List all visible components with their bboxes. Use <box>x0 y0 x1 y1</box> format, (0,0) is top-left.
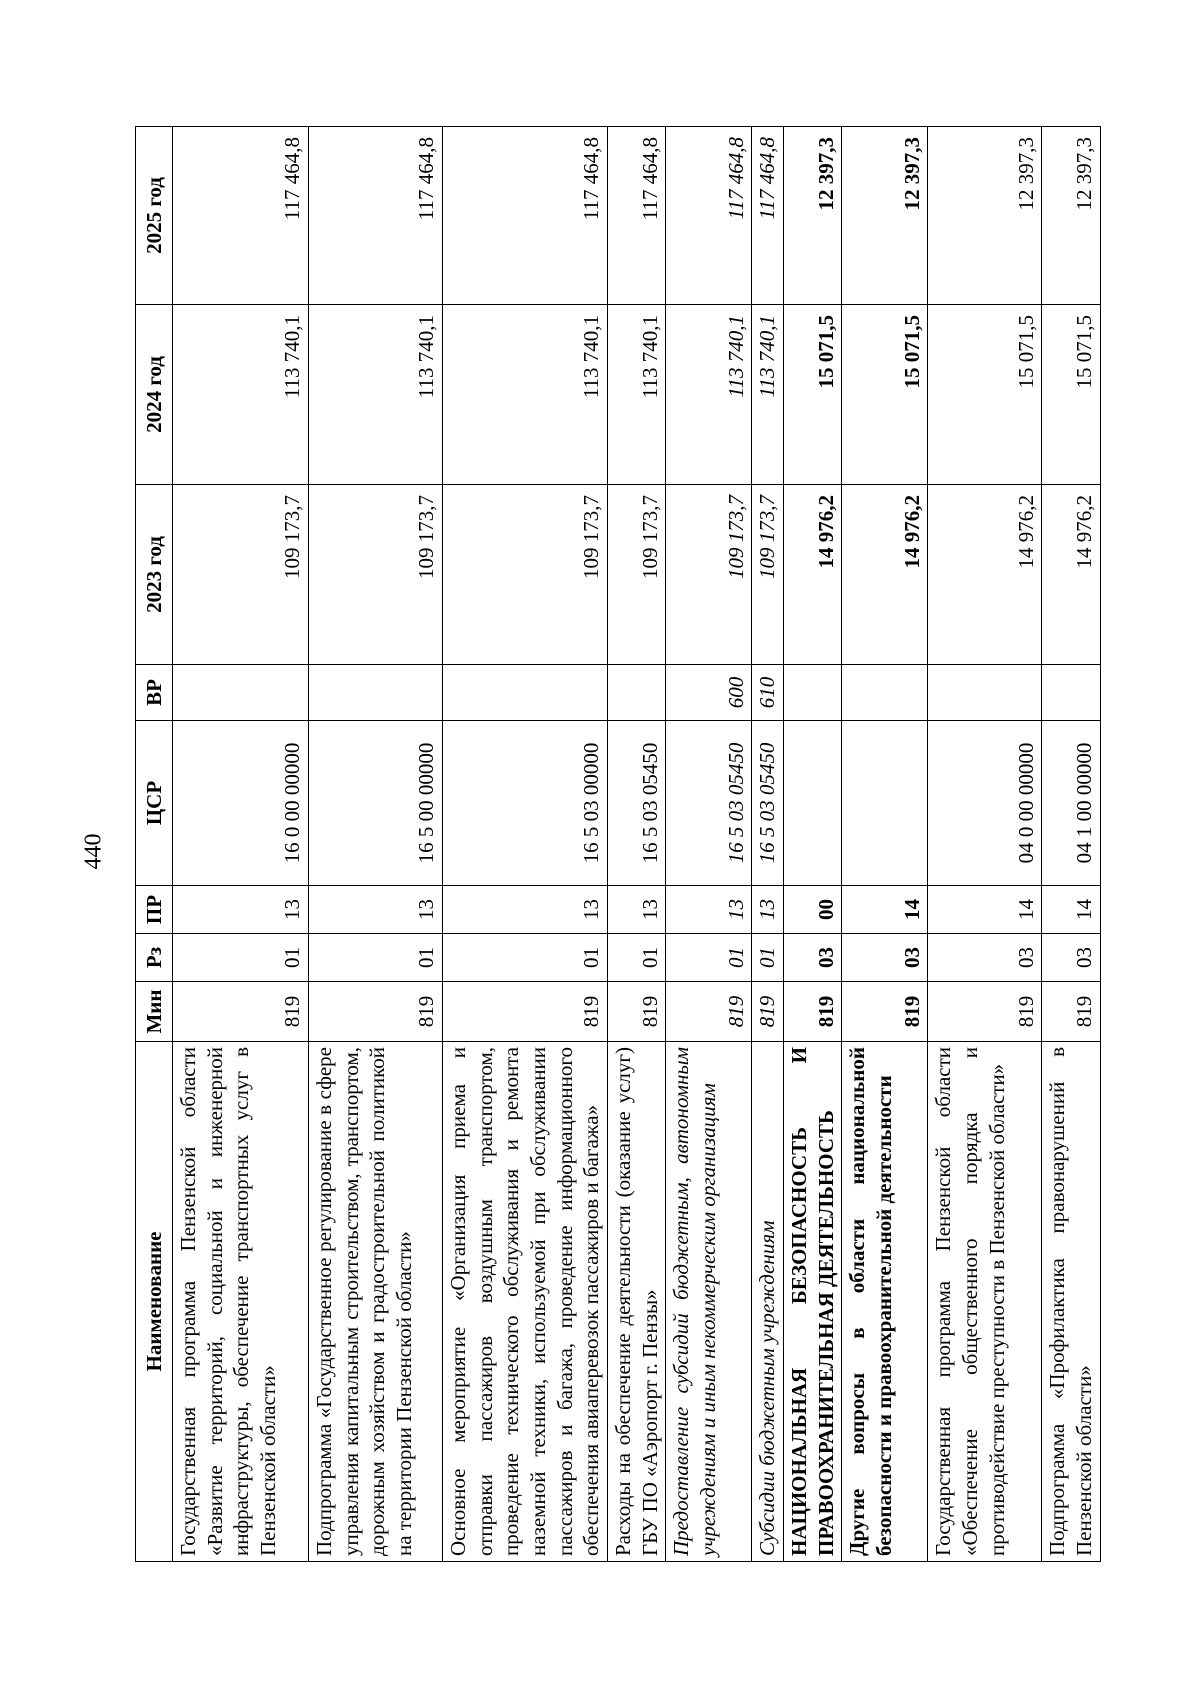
row-rz: 03 <box>783 934 841 982</box>
row-csr: 16 5 03 05450 <box>607 721 665 886</box>
row-name: Государственная программа Пензенской области «Обеспечение общественного порядка и противодействие преступности в Пензенской области» <box>928 1042 1042 1562</box>
row-2023: 14 976,2 <box>783 485 841 665</box>
row-2023: 109 173,7 <box>752 485 784 665</box>
table-row <box>666 127 752 1562</box>
row-name: Подпрограмма «Профилактика правонарушений в Пензенской области» <box>1042 1042 1100 1562</box>
row-csr: 16 0 00 00000 <box>173 721 309 886</box>
row-pr: 14 <box>928 886 1042 934</box>
row-min: 819 <box>842 982 928 1042</box>
row-pr: 00 <box>783 886 841 934</box>
row-csr: 16 5 00 00000 <box>309 721 443 886</box>
row-2024: 15 071,5 <box>1042 305 1100 485</box>
row-2023: 109 173,7 <box>443 485 608 665</box>
budget-table-rotated-container <box>135 127 1096 1562</box>
table-row <box>1042 127 1100 1562</box>
row-min: 819 <box>173 982 309 1042</box>
row-2025: 117 464,8 <box>666 127 752 305</box>
header-pr: ПР <box>136 886 173 934</box>
row-csr: 04 1 00 00000 <box>1042 721 1100 886</box>
row-2025: 12 397,3 <box>842 127 928 305</box>
row-pr: 14 <box>842 886 928 934</box>
row-pr: 13 <box>443 886 608 934</box>
row-vr <box>309 665 443 721</box>
row-vr <box>842 665 928 721</box>
row-name: Государственная программа Пензенской области «Развитие территорий, социальной и инженерной инфраструктуры, обеспечение транспортных услуг в Пензенской области» <box>173 1042 309 1562</box>
row-2024: 15 071,5 <box>928 305 1042 485</box>
row-2025: 117 464,8 <box>443 127 608 305</box>
row-vr <box>173 665 309 721</box>
row-min: 819 <box>443 982 608 1042</box>
row-vr: 610 <box>752 665 784 721</box>
row-2024: 113 740,1 <box>309 305 443 485</box>
row-name: Предоставление субсидий бюджетным, автономным учреждениям и иным некоммерческим организациям <box>666 1042 752 1562</box>
row-2024: 113 740,1 <box>443 305 608 485</box>
row-2023: 109 173,7 <box>173 485 309 665</box>
table-row <box>309 127 443 1562</box>
row-pr: 13 <box>607 886 665 934</box>
row-vr <box>928 665 1042 721</box>
row-2024: 15 071,5 <box>842 305 928 485</box>
table-header-row <box>136 127 173 1562</box>
row-min: 819 <box>783 982 841 1042</box>
header-rz: Рз <box>136 934 173 982</box>
row-2025: 117 464,8 <box>607 127 665 305</box>
table-row <box>842 127 928 1562</box>
header-name: Наименование <box>136 1042 173 1562</box>
row-min: 819 <box>752 982 784 1042</box>
row-2025: 12 397,3 <box>1042 127 1100 305</box>
row-min: 819 <box>309 982 443 1042</box>
row-vr: 600 <box>666 665 752 721</box>
row-name: Расходы на обеспечение деятельности (оказание услуг) ГБУ ПО «Аэропорт г. Пензы» <box>607 1042 665 1562</box>
row-rz: 03 <box>928 934 1042 982</box>
row-csr: 16 5 03 05450 <box>666 721 752 886</box>
row-rz: 01 <box>666 934 752 982</box>
row-rz: 01 <box>309 934 443 982</box>
row-2025: 12 397,3 <box>783 127 841 305</box>
table-row <box>928 127 1042 1562</box>
table-row <box>443 127 608 1562</box>
table-row <box>783 127 841 1562</box>
row-min: 819 <box>928 982 1042 1042</box>
header-2024: 2024 год <box>136 305 173 485</box>
row-name: НАЦИОНАЛЬНАЯ БЕЗОПАСНОСТЬ И ПРАВООХРАНИТЕЛЬНАЯ ДЕЯТЕЛЬНОСТЬ <box>783 1042 841 1562</box>
row-csr <box>783 721 841 886</box>
row-pr: 14 <box>1042 886 1100 934</box>
row-csr: 04 0 00 00000 <box>928 721 1042 886</box>
row-rz: 01 <box>443 934 608 982</box>
table-row <box>607 127 665 1562</box>
row-csr: 16 5 03 05450 <box>752 721 784 886</box>
row-csr: 16 5 03 00000 <box>443 721 608 886</box>
header-min: Мин <box>136 982 173 1042</box>
row-2023: 109 173,7 <box>666 485 752 665</box>
row-2024: 113 740,1 <box>173 305 309 485</box>
row-rz: 01 <box>607 934 665 982</box>
row-vr <box>783 665 841 721</box>
row-2023: 14 976,2 <box>1042 485 1100 665</box>
row-pr: 13 <box>752 886 784 934</box>
row-2025: 117 464,8 <box>309 127 443 305</box>
row-vr <box>443 665 608 721</box>
row-name: Другие вопросы в области национальной безопасности и правоохранительной деятельности <box>842 1042 928 1562</box>
row-pr: 13 <box>309 886 443 934</box>
row-2024: 15 071,5 <box>783 305 841 485</box>
row-2025: 117 464,8 <box>752 127 784 305</box>
row-vr <box>607 665 665 721</box>
row-name: Подпрограмма «Государственное регулирование в сфере управления капитальным строительством, транспортом, дорожным хозяйством и градостроительной политикой на территории Пензенской области» <box>309 1042 443 1562</box>
row-2023: 109 173,7 <box>309 485 443 665</box>
row-min: 819 <box>666 982 752 1042</box>
header-vr: ВР <box>136 665 173 721</box>
row-2025: 12 397,3 <box>928 127 1042 305</box>
row-name: Основное мероприятие «Организация приема и отправки пассажиров воздушным транспортом, проведение технического обслуживания и ремонта наземной техники, используемой при обслуживании пассажиров и багажа, проведение информационного обеспечения авиаперевозок пассажиров и багажа» <box>443 1042 608 1562</box>
row-2025: 117 464,8 <box>173 127 309 305</box>
row-2024: 113 740,1 <box>666 305 752 485</box>
header-2023: 2023 год <box>136 485 173 665</box>
row-2024: 113 740,1 <box>607 305 665 485</box>
row-min: 819 <box>607 982 665 1042</box>
row-2023: 109 173,7 <box>607 485 665 665</box>
row-2024: 113 740,1 <box>752 305 784 485</box>
row-2023: 14 976,2 <box>928 485 1042 665</box>
row-rz: 03 <box>842 934 928 982</box>
table-row <box>173 127 309 1562</box>
header-2025: 2025 год <box>136 127 173 305</box>
row-rz: 01 <box>173 934 309 982</box>
row-pr: 13 <box>173 886 309 934</box>
row-rz: 03 <box>1042 934 1100 982</box>
row-vr <box>1042 665 1100 721</box>
row-name: Субсидии бюджетным учреждениям <box>752 1042 784 1562</box>
row-rz: 01 <box>752 934 784 982</box>
row-2023: 14 976,2 <box>842 485 928 665</box>
page-number: 440 <box>80 833 107 870</box>
budget-table <box>135 126 1101 1562</box>
header-csr: ЦСР <box>136 721 173 886</box>
row-csr <box>842 721 928 886</box>
table-row <box>752 127 784 1562</box>
row-min: 819 <box>1042 982 1100 1042</box>
row-pr: 13 <box>666 886 752 934</box>
